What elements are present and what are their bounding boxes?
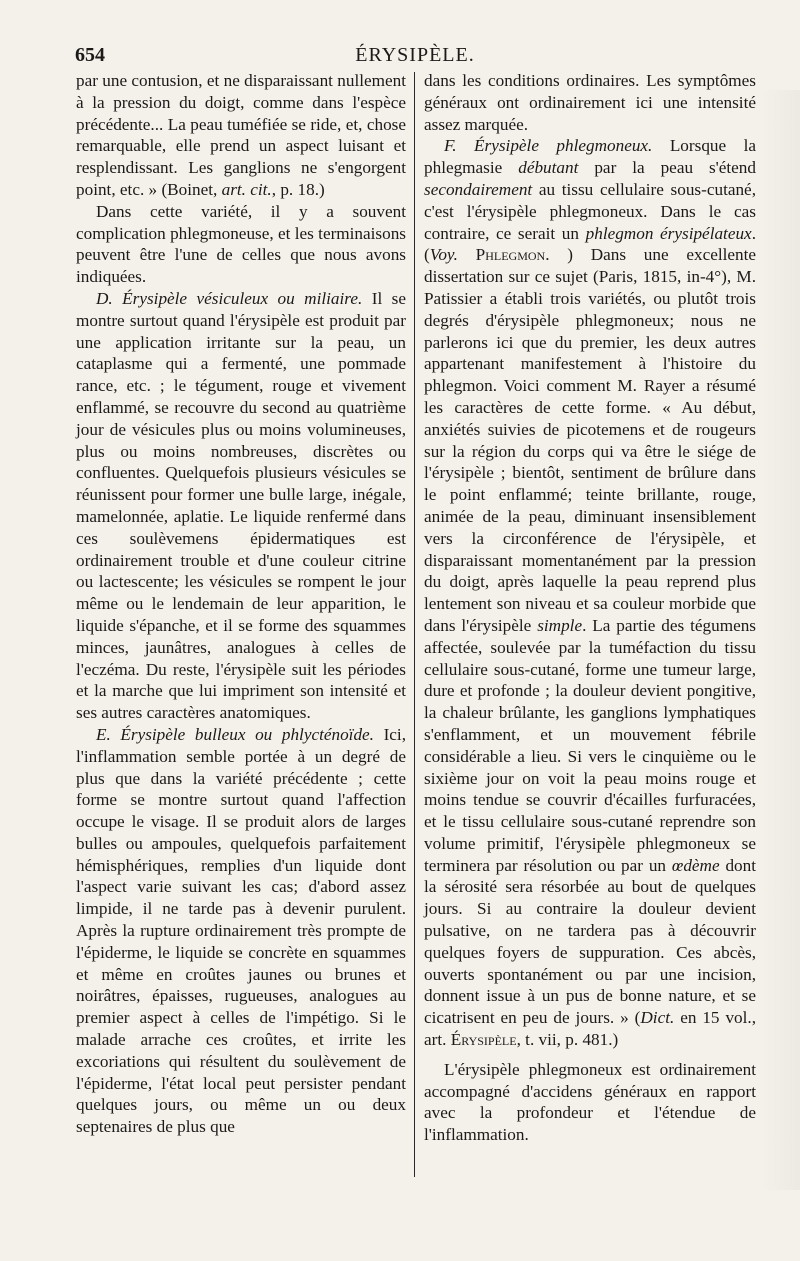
section-d-text: Il se montre surtout quand l'érysipèle est produit par une application irritante sur la peau, un cataplasme qui a fermenté, une pommade rance, etc. ; le tégument, rouge et vivement enflammé, se recouvre du second au quatrième jour de vésicules plus ou moins volumineuses, plus ou moins nombreuses, discrètes ou confluentes. Quelquefois plusieurs vésicules se réunissent pour former une bulle large, inégale, mamelonnée, aplatie. Le liquide renfermé dans ces soulèvemens épidermatiques est ordinairement trouble et d'une couleur citrine ou lactescente; les vésicules se rompent le jour même ou le lendemain de leur apparition, le liquide s'épanche, et il se forme des squammes minces, jaunâtres, analogues à celles de l'eczéma. Du reste, l'érysipèle suit les périodes et la marche que lui impriment son intensité et ses autres caractères anatomiques. [76,288,406,723]
section-e [76,724,406,1138]
text-span: au tissu cellulaire sous-cutané, c'est l'érysipèle phlegmoneux. Dans le cas contraire, ce serait un [424,179,756,243]
paragraph-continuation-right: dans les conditions ordinaires. Les symptômes généraux ont ordinairement ici une intensité assez marquée. [424,71,756,134]
citation-italic: art. cit. [221,179,272,199]
italic-term: Voy. [429,245,458,265]
page-header [75,44,755,70]
italic-term: simple [537,615,583,635]
section-f-title: F. Érysipèle phlegmoneux. [444,136,653,156]
text-span: . ( [424,223,756,265]
text-span: dont la sérosité sera résorbée au bout de quelques jours. Si au contraire la douleur devient pulsative, on ne tardera pas à découvrir quelques foyers de suppuration. Ces abcès, ouverts spontanément ou par une incision, donnent issue à un pus de bonne nature, et se cicatrisent en peu de jours. » ( [424,855,757,1028]
column-divider [414,72,415,1177]
text-span: Lorsque la phlegmasie [424,136,756,178]
page-number: 654 [75,44,105,66]
paragraph-final: L'érysipèle phlegmoneux est ordinairement accompagné d'accidens généraux en rapport avec la profondeur et l'étendue de l'inflammation. [424,1059,756,1145]
right-column [424,70,756,1146]
italic-term: Dict. [640,1008,675,1028]
section-d [76,288,406,724]
text-span: en 15 vol., art. [424,1008,757,1050]
text-span: par la peau s'étend [578,158,756,178]
paragraph-complication: Dans cette variété, il y a souvent complication phlegmoneuse, et les terminaisons peuvent être l'une de celles que nous avons indiquées. [76,201,406,287]
text-span: . La partie des tégumens affectée, soulevée par la tuméfaction du tissu cellulaire sous-cutané, forme une tumeur large, dure et profonde ; la douleur devient pongitive, la chaleur brûlante, les ganglions lymphatiques s'enflamment, et un mouvement fébrile considérable a lieu. Si vers le cinquième ou le sixième jour on voit la peau moins rouge et moins tendue se couvrir d'écailles furfuracées, et le tissu cellulaire sous-cutané reprendre son volume primitif, l'érysipèle phlegmoneux se terminera par résolution ou par un [424,615,756,875]
italic-term: œdème [671,855,720,875]
section-d-title: D. Érysipèle vésiculeux ou miliaire. [96,288,363,308]
page-edge-shadow [760,90,800,1190]
text-span: . ) Dans une excellente dissertation sur ce sujet (Paris, 1815, in-4°), M. Patissier a établi trois variétés, ou plutôt trois degrés d'érysipèle phlegmoneux; nous ne parlerons ici que du premier, les deux autres appartenant manifestement à l'histoire du phlegmon. Voici comment M. Rayer a résumé les caractères de cette forme. « Au début, anxiétés suivies de picotemens et de rougeurs sur la région du corps qui va être le siége de l'érysipèle ; bientôt, sentiment de brûlure dans le point enflammé; teinte brillante, rouge, animée de la peau, diminuant insensiblement vers la circonférence de l'érysipèle, et disparaissant momentanément par la pression du doigt, après laquelle la peau reprend plus lentement son niveau et sa couleur morbide que dans l'érysipèle [424,245,756,635]
section-e-text: Ici, l'inflammation semble portée à un degré de plus que dans la variété précédente ; cette forme se montre surtout quand l'affection occupe le visage. Il se produit alors de larges bulles ou ampoules, quelquefois parfaitement hémisphériques, remplies d'un liquide dont l'aspect varie suivant les cas; d'abord assez limpide, il ne tarde pas à devenir purulent. Après la rupture ordinairement très prompte de l'épiderme, le liquide se concrète en squammes et même en croûtes jaunes ou brunes et noirâtres, épaisses, rugueuses, analogues au premier aspect à celles de l'impétigo. Si le malade arrache ces croûtes, et irrite les excoriations qui résultent du soulèvement de l'épiderme, l'état local peut persister pendant quelques jours, ou même un ou deux septenaires de plus que [76,724,406,1137]
running-title: ÉRYSIPÈLE. [355,44,475,66]
left-column [76,70,406,1138]
text-span: , t. vii, p. 481.) [516,1030,619,1050]
italic-term: débutant [518,158,579,178]
cross-reference: Phlegmon [475,245,546,265]
italic-term: secondairement [424,179,533,199]
section-e-title: E. Érysipèle bulleux ou phlycténoïde. [96,724,374,744]
paragraph-continuation [76,70,406,201]
section-f [424,135,756,1050]
text-span: , p. 18.) [271,179,325,199]
cross-reference: Érysipèle [450,1030,517,1050]
text-span: par une contusion, et ne disparaissant nullement à la pression du doigt, comme dans l'espèce précédente... La peau tuméfiée se ride, et, chose remarquable, elle prend un aspect luisant et resplendissant. Les ganglions ne s'engorgent point, etc. » (Boinet, [76,71,406,199]
italic-term: phlegmon érysipélateux [585,223,752,243]
text-span [458,245,476,264]
